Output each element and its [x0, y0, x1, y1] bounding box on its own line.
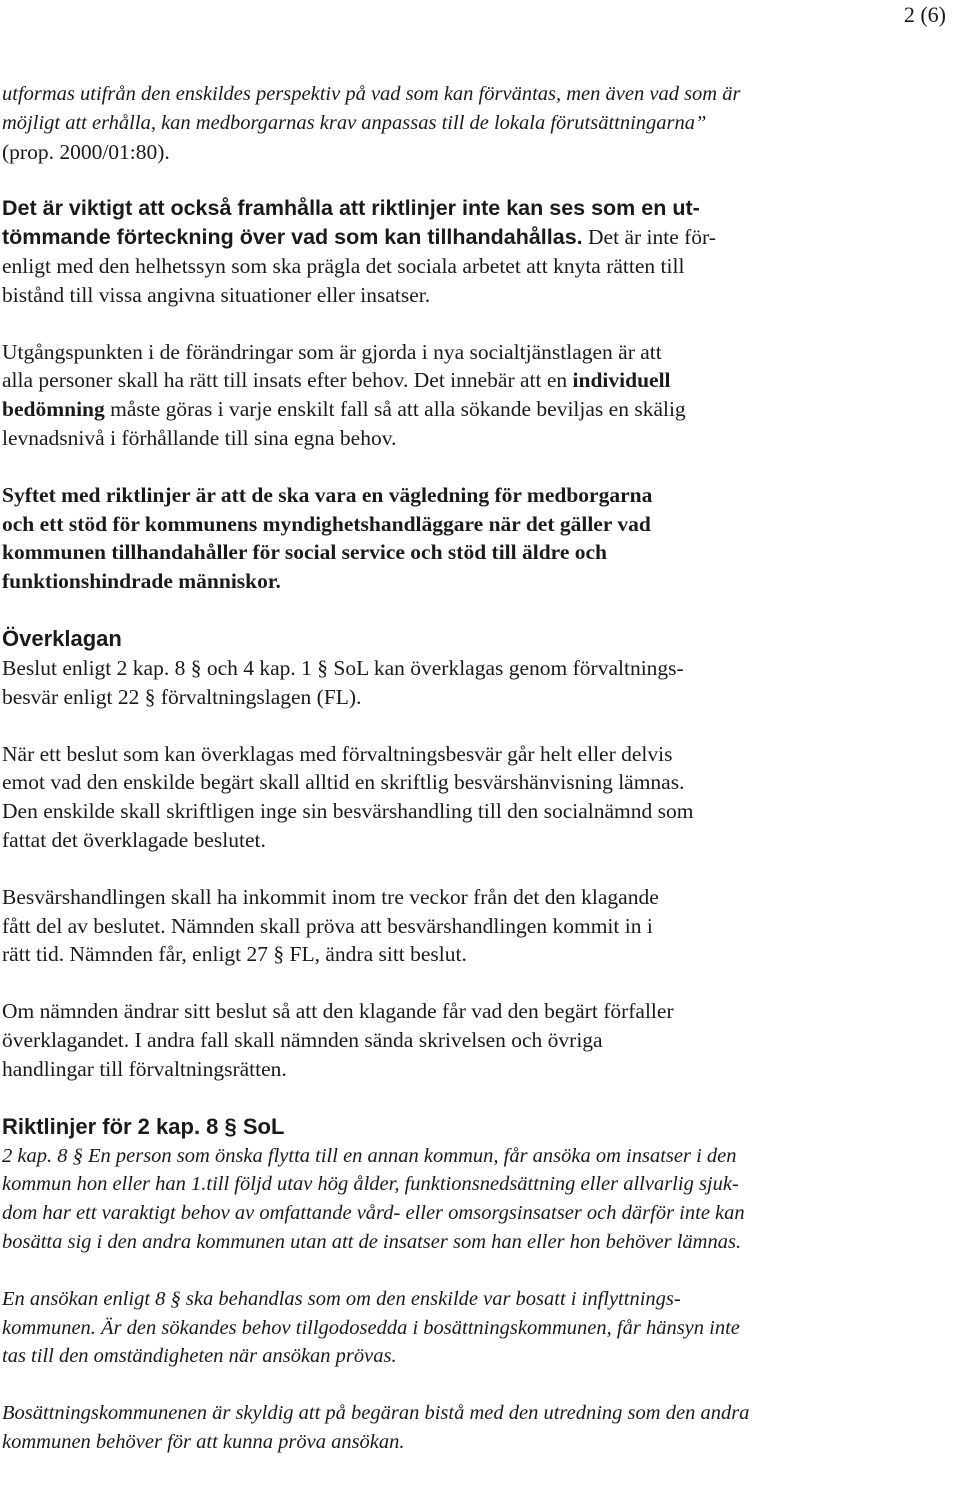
text-line: [2, 395, 792, 424]
bold-phrase: individuell: [572, 368, 671, 393]
text-run: Det är inte för-: [582, 225, 716, 250]
text-line: kommunen. Är den sökandes behov tillgodosedda i bosättningskommunen, får hänsyn inte: [2, 1316, 740, 1339]
text-line: [2, 366, 792, 395]
text-line: funktionshindrade människor.: [2, 569, 281, 594]
text-line: Om nämnden ändrar sitt beslut så att den klagande får vad den begärt förfaller: [2, 999, 674, 1024]
text-line: utformas utifrån den enskildes perspektiv på vad som kan förväntas, men även vad som är: [2, 83, 741, 105]
page-number: 2 (6): [903, 2, 946, 27]
text-line: En ansökan enligt 8 § ska behandlas som om den enskilde var bosatt i inflyttnings-: [2, 1287, 681, 1310]
text-line: enligt med den helhetssyn som ska prägla det sociala arbetet att knyta rätten till: [2, 253, 685, 278]
text-line: Utgångspunkten i de förändringar som är gjorda i nya socialtjänstlagen är att: [2, 339, 662, 364]
text-line: Bosättningskommunenen är skyldig att på begäran bistå med den utredning som den andra: [2, 1402, 750, 1425]
paragraph-lagtext-8: [2, 1142, 792, 1257]
paragraph-utgangspunkt: [2, 338, 792, 453]
paragraph-andrat-beslut: [2, 997, 792, 1083]
text-line: När ett beslut som kan överklagas med förvaltningsbesvär går helt eller delvis: [2, 741, 673, 766]
text-run: måste göras i varje enskilt fall så att alla sökande beviljas en skälig: [104, 397, 686, 422]
text-line: Besvärshandlingen skall ha inkommit inom tre veckor från det den klagande: [2, 884, 659, 909]
text-line: och ett stöd för kommunens myndighetshandläggare när det gäller vad: [2, 511, 651, 536]
paragraph-syfte: [2, 481, 792, 596]
bold-phrase: tömmande förteckning över vad som kan tillhandahållas.: [2, 225, 583, 250]
paragraph-ansokan: [2, 1285, 792, 1371]
paragraph-quote: [2, 80, 792, 166]
section-heading-overklagan: Överklagan: [2, 625, 122, 651]
text-line: fått del av beslutet. Nämnden skall pröva att besvärshandlingen kommit in i: [2, 913, 653, 938]
section-heading-riktlinjer: Riktlinjer för 2 kap. 8 § SoL: [2, 1113, 285, 1139]
text-line: besvär enligt 22 § förvaltningslagen (FL).: [2, 684, 362, 709]
paragraph-bosattningskommun: [2, 1399, 792, 1457]
paragraph-besvarshandling: [2, 883, 792, 969]
text-line: (prop. 2000/01:80).: [2, 139, 170, 164]
text-line: bosätta sig i den andra kommunen utan att de insatser som han eller hon behöver lämnas.: [2, 1230, 742, 1253]
text-line: Beslut enligt 2 kap. 8 § och 4 kap. 1 § SoL kan överklagas genom förvaltnings-: [2, 655, 684, 680]
paragraph-riktlinjer-note: [2, 194, 792, 309]
paragraph-beslut: [2, 654, 792, 712]
text-line: Syftet med riktlinjer är att de ska vara en vägledning för medborgarna: [2, 482, 653, 507]
text-line: emot vad den enskilde begärt skall alltid en skriftlig besvärshänvisning lämnas.: [2, 770, 685, 795]
document-body: [2, 80, 792, 1485]
text-line: handlingar till förvaltningsrätten.: [2, 1056, 287, 1081]
text-line: kommunen tillhandahåller för social service och stöd till äldre och: [2, 540, 607, 565]
text-line: fattat det överklagade beslutet.: [2, 827, 266, 852]
text-line: bistånd till vissa angivna situationer eller insatser.: [2, 282, 431, 307]
paragraph-besvarshanvisning: [2, 740, 792, 855]
text-line: dom har ett varaktigt behov av omfattande vård- eller omsorgsinsatser och därför inte kan: [2, 1202, 745, 1225]
text-line: möjligt att erhålla, kan medborgarnas krav anpassas till de lokala förutsättningarna”: [2, 111, 707, 134]
text-line: 2 kap. 8 § En person som önska flytta till en annan kommun, får ansöka om insatser i den: [2, 1144, 737, 1167]
text-line: kommunen behöver för att kunna pröva ansökan.: [2, 1430, 405, 1453]
bold-phrase: bedömning: [2, 397, 105, 422]
text-line: [2, 223, 792, 252]
text-line: kommun hon eller han 1.till följd utav hög ålder, funktionsnedsättning eller allvarlig sjuk-: [2, 1173, 739, 1196]
text-line: Det är viktigt att också framhålla att riktlinjer inte kan ses som en ut-: [2, 196, 700, 221]
text-line: levnadsnivå i förhållande till sina egna behov.: [2, 425, 397, 450]
text-run: alla personer skall ha rätt till insats efter behov. Det innebär att en: [2, 368, 573, 393]
text-line: Den enskilde skall skriftligen inge sin besvärshandling till den socialnämnd som: [2, 799, 694, 824]
text-line: överklagandet. I andra fall skall nämnden sända skrivelsen och övriga: [2, 1027, 603, 1052]
text-line: tas till den omständigheten när ansökan prövas.: [2, 1345, 397, 1368]
text-line: rätt tid. Nämnden får, enligt 27 § FL, ändra sitt beslut.: [2, 942, 467, 967]
